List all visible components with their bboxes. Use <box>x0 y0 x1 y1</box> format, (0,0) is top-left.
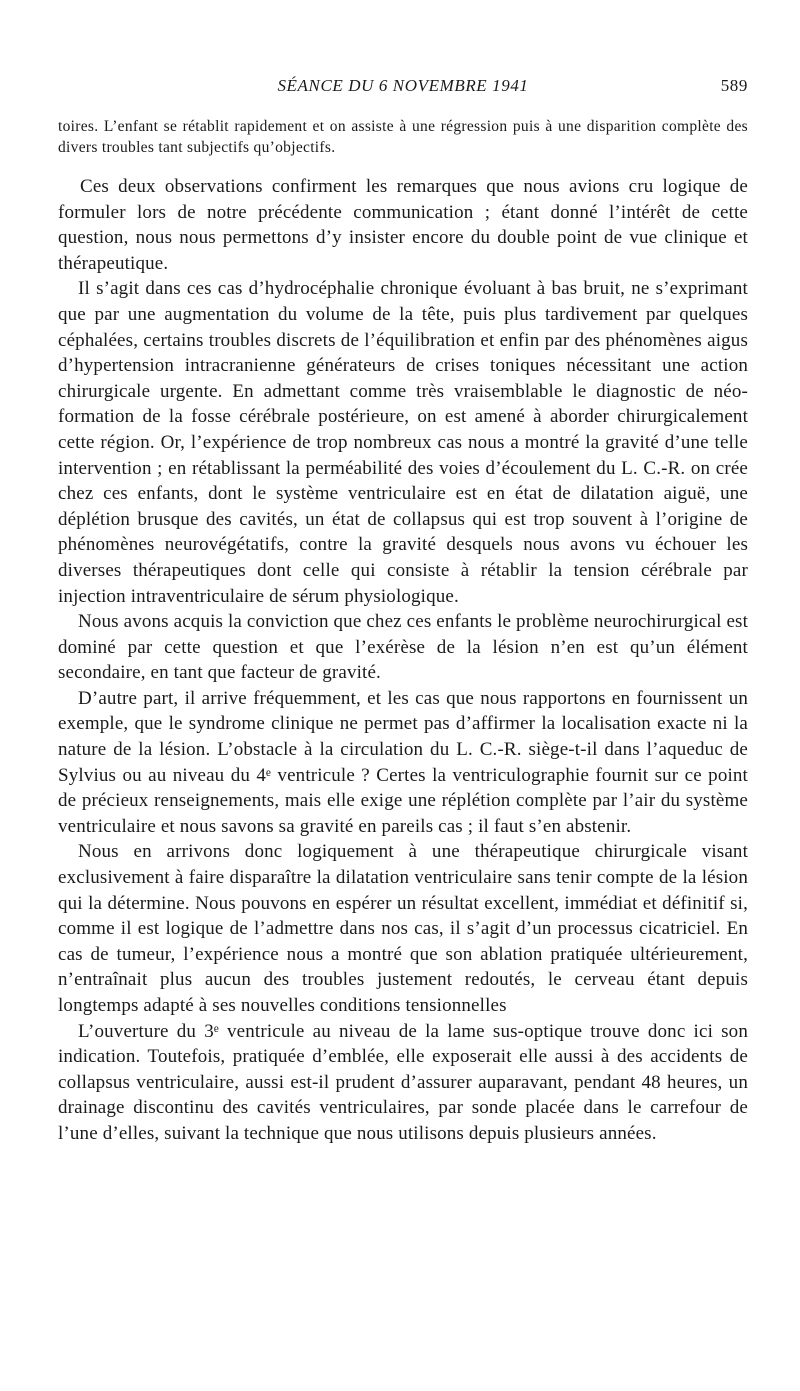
paragraph: D’autre part, il arrive fréquemment, et les cas que nous rapportons en fournissent un exemple, que le syndrome clinique ne permet pas d’affirmer la localisation exacte ni la nature de la lésion. L’obstacle à la circulation du L. C.-R. siège-t-il dans l’aqueduc de Sylvius ou au niveau du 4ᵉ ventricule ? Certes la ventriculographie fournit sur ce point de précieux renseignements, mais elle exige une réplétion complète par l’air du système ventriculaire et nous savons sa gravité en pareils cas ; il faut s’en abstenir. <box>58 687 748 837</box>
running-head <box>58 76 748 100</box>
running-title: SÉANCE DU 6 NOVEMBRE 1941 <box>277 76 529 95</box>
paragraph: L’ouverture du 3ᵉ ventricule au niveau de la lame sus-optique trouve donc ici son indication. Toutefois, pratiquée d’emblée, elle exposerait elle aussi à des accidents de collapsus ventriculaire, aussi est-il prudent d’assurer auparavant, pendant 48 heures, un drainage discontinu des cavités ventriculaires, par sonde placée dans le carrefour de l’une d’elles, suivant la technique que nous utilisons depuis plusieurs années. <box>58 1020 748 1144</box>
paragraph: Nous en arrivons donc logiquement à une thérapeutique chirurgicale visant exclusivement à faire disparaître la dilatation ventriculaire sans tenir compte de la lésion qui la détermine. Nous pouvons en espérer un résultat excellent, immédiat et définitif si, comme il est logique de l’admettre dans nos cas, il s’agit d’un processus cicatriciel. En cas de tumeur, l’expérience nous a montré que son ablation pratiquée ultérieurement, n’entraînait plus aucun des troubles justement redoutés, le cerveau étant depuis longtemps adapté à ses nouvelles conditions tensionnelles <box>58 841 748 1016</box>
body-text <box>58 174 748 1147</box>
paragraph: Ces deux observations confirment les remarques que nous avions cru logique de formuler lors de notre précédente communication ; étant donné l’intérêt de cette question, nous nous permettons d’y insister encore du double point de vue clinique et thérapeutique. <box>58 176 748 274</box>
page-number: 589 <box>720 76 748 95</box>
paragraph: Nous avons acquis la conviction que chez ces enfants le problème neurochirurgical est dominé par cette question et que l’exérèse de la lésion n’en est qu’un élément secondaire, en tant que facteur de gravité. <box>58 611 748 684</box>
paragraph: Il s’agit dans ces cas d’hydrocéphalie chronique évoluant à bas bruit, ne s’exprimant que par une augmentation du volume de la tête, puis plus tardivement par quelques céphalées, certains troubles discrets de l’équilibration et enfin par des phénomènes aigus d’hypertension intracranienne générateurs de crises toniques nécessitant une action chirurgicale urgente. En admettant comme très vraisemblable le diagnostic de néo-formation de la fosse cérébrale postérieure, on est amené à aborder chirurgicalement cette région. Or, l’expérience de trop nombreux cas nous a montré la gravité d’une telle intervention ; en rétablissant la perméabilité des voies d’écoulement du L. C.-R. on crée chez ces enfants, dont le système ventriculaire est en état de dilatation aiguë, une déplétion brusque des cavités, un état de collapsus qui est trop souvent à l’origine de phénomènes neurovégétatifs, contre la gravité desquels nous avons vu échouer les diverses thérapeutiques dont celle qui consiste à rétablir la tension cérébrale par injection intraventriculaire de sérum physiologique. <box>58 278 748 607</box>
continuation-text: toires. L’enfant se rétablit rapidement et on assiste à une régression puis à une disparition complète des divers troubles tant subjectifs qu’objectifs. <box>58 118 748 156</box>
